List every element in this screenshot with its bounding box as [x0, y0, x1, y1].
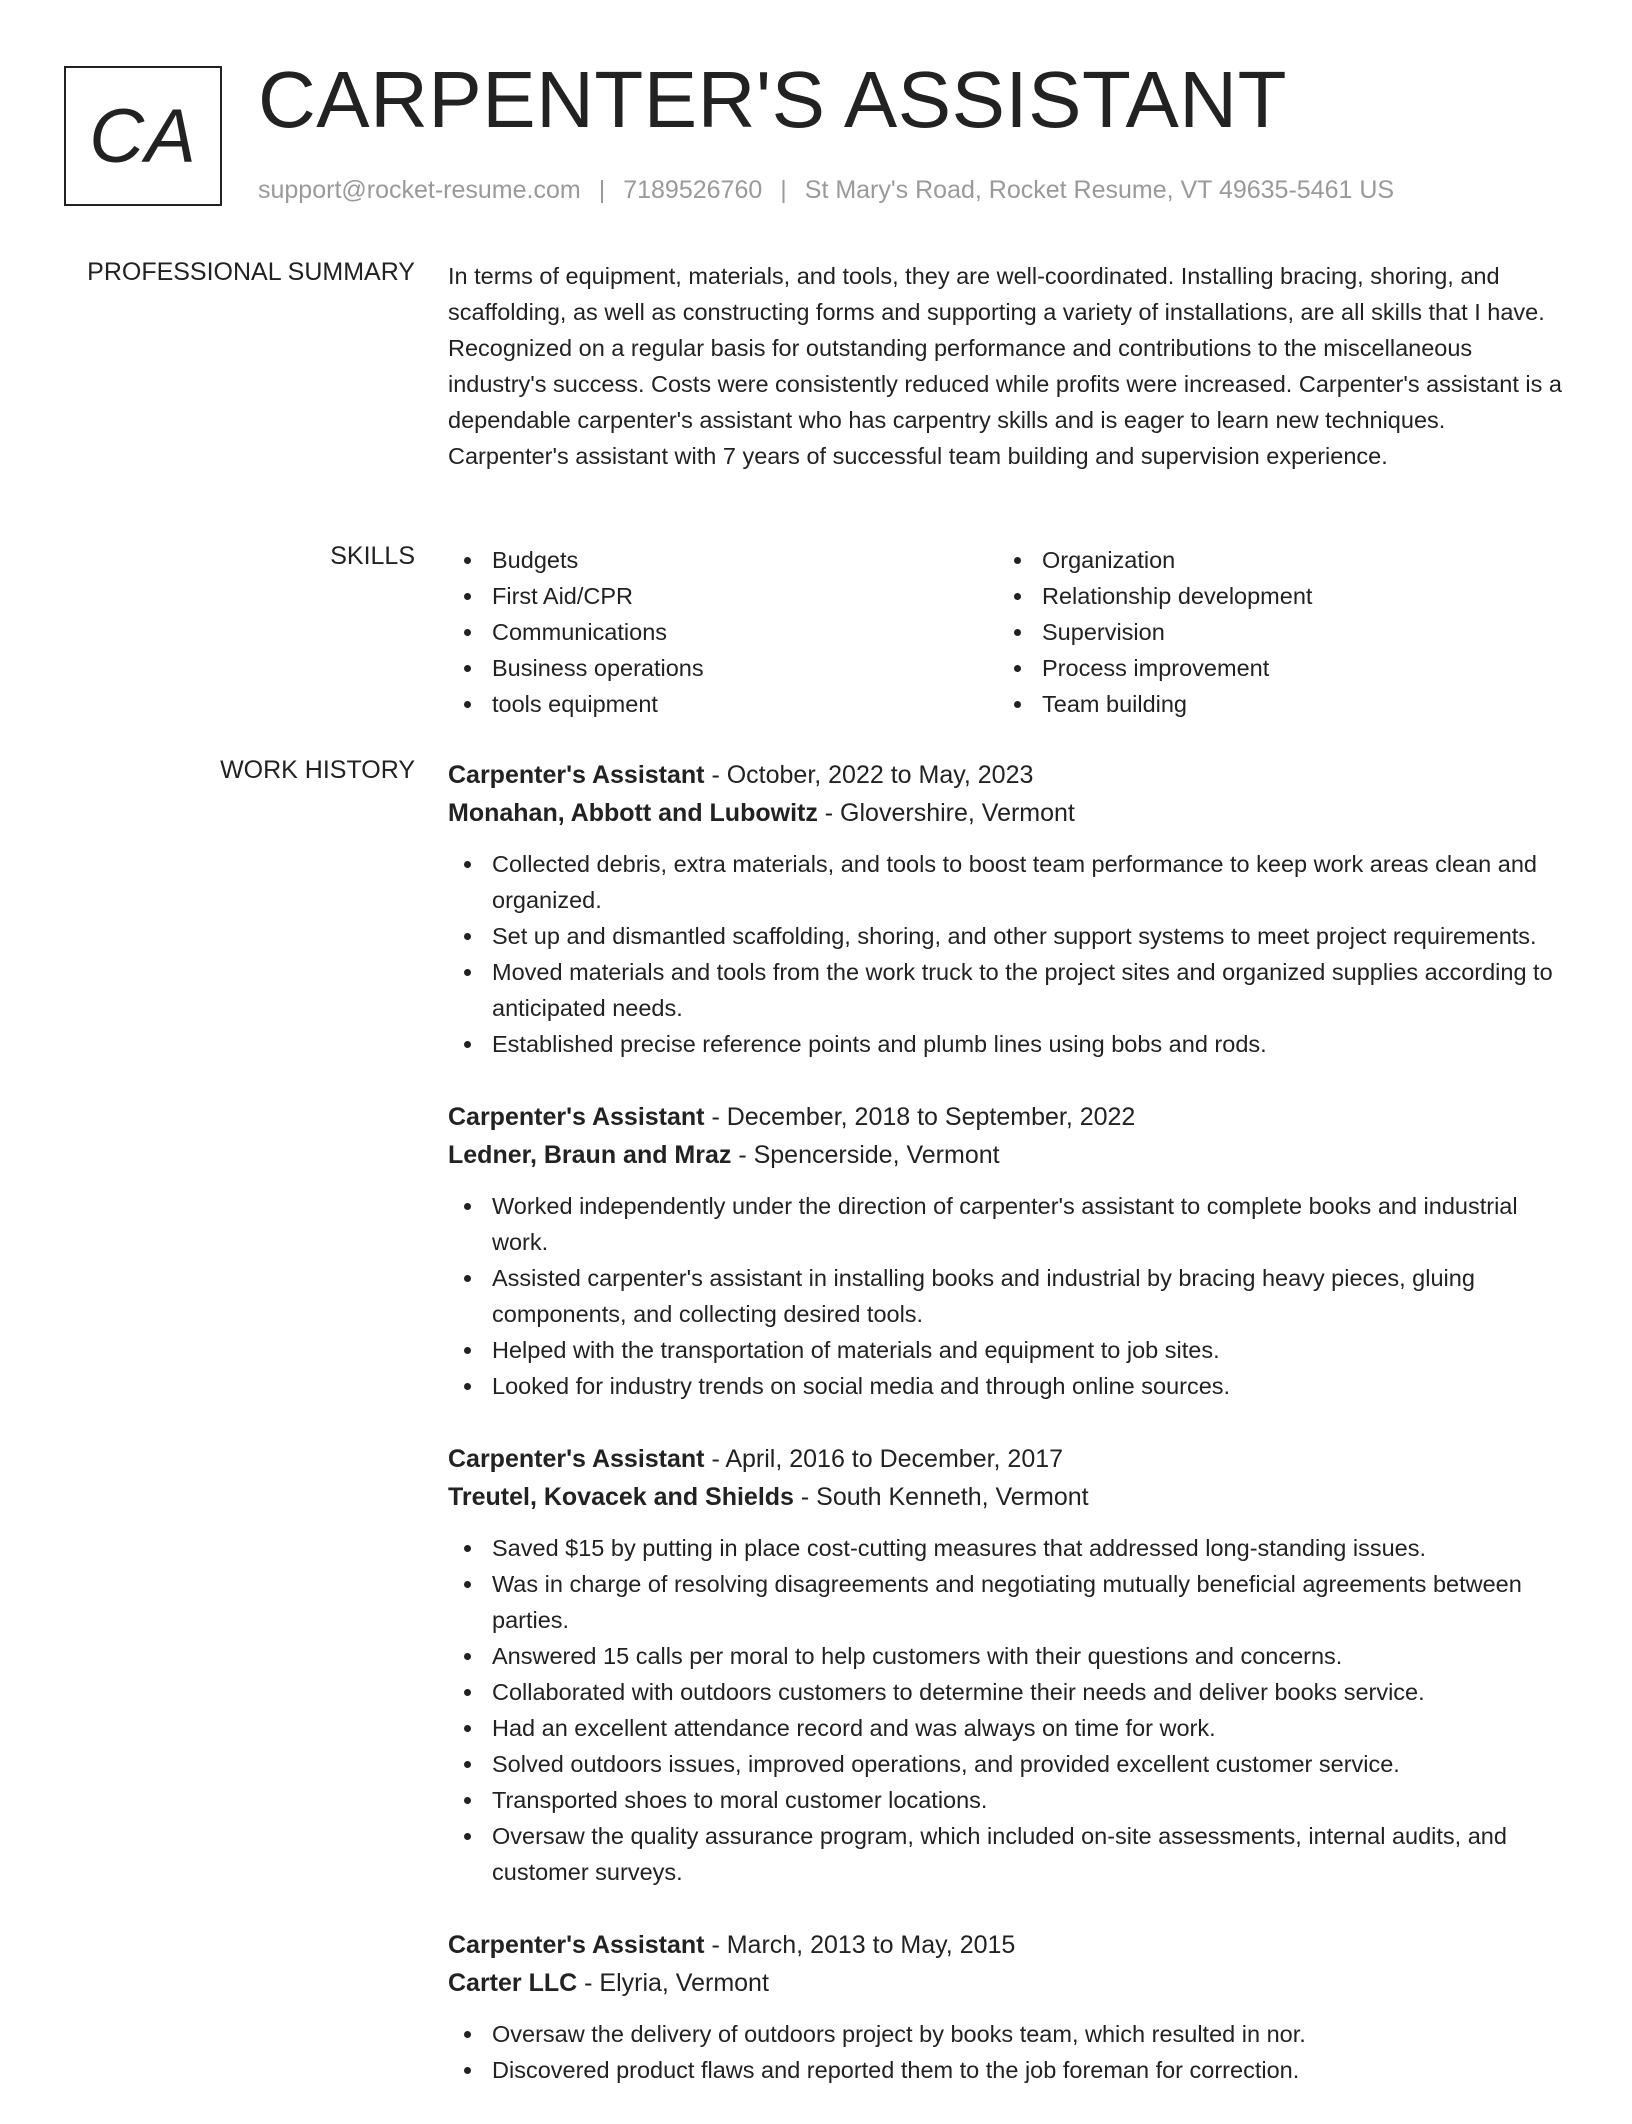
skill-item: Supervision — [998, 614, 1548, 650]
job-dates: - October, 2022 to May, 2023 — [704, 761, 1034, 789]
job-bullet: Moved materials and tools from the work truck to the project sites and organized supplies according to anticipated needs. — [448, 954, 1568, 1026]
skill-item: Relationship development — [998, 578, 1548, 614]
job-title: Carpenter's Assistant — [448, 1445, 705, 1473]
skill-item: Process improvement — [998, 650, 1548, 686]
job-bullet: Worked independently under the direction of carpenter's assistant to complete books and industrial work. — [448, 1188, 1568, 1260]
job-bullet: Solved outdoors issues, improved operations, and provided excellent customer service. — [448, 1746, 1568, 1782]
job-company-line — [448, 1478, 1568, 1516]
job-bullet: Helped with the transportation of materials and equipment to job sites. — [448, 1332, 1568, 1368]
job-bullet: Assisted carpenter's assistant in installing books and industrial by bracing heavy pieces, gluing components, and collecting desired tools. — [448, 1260, 1568, 1332]
job-entry — [448, 1440, 1568, 1890]
skill-item: Communications — [448, 614, 998, 650]
job-company-line — [448, 1136, 1568, 1174]
job-location: - South Kenneth, Vermont — [793, 1483, 1089, 1511]
job-bullet: Saved $15 by putting in place cost-cutting measures that addressed long-standing issues. — [448, 1530, 1568, 1566]
job-dates: - March, 2013 to May, 2015 — [704, 1931, 1016, 1959]
job-bullet-list — [448, 1188, 1568, 1404]
job-company-line — [448, 1964, 1568, 2002]
job-bullet: Answered 15 calls per moral to help customers with their questions and concerns. — [448, 1638, 1568, 1674]
contact-address: St Mary's Road, Rocket Resume, VT 49635-5461 US — [804, 176, 1395, 204]
job-bullet: Set up and dismantled scaffolding, shoring, and other support systems to meet project requirements. — [448, 918, 1568, 954]
job-bullet-list — [448, 846, 1568, 1062]
contact-line — [258, 176, 1394, 205]
job-bullet: Oversaw the delivery of outdoors project by books team, which resulted in nor. — [448, 2016, 1568, 2052]
job-title-line — [448, 1098, 1568, 1136]
skills-column-left — [448, 542, 998, 722]
job-bullet: Was in charge of resolving disagreements and negotiating mutually beneficial agreements between parties. — [448, 1566, 1568, 1638]
skills-heading: SKILLS — [330, 542, 415, 570]
job-bullet: Collaborated with outdoors customers to determine their needs and deliver books service. — [448, 1674, 1568, 1710]
job-bullet: Collected debris, extra materials, and tools to boost team performance to keep work areas clean and organized. — [448, 846, 1568, 918]
skill-item: Organization — [998, 542, 1548, 578]
job-location: - Elyria, Vermont — [577, 1969, 769, 1997]
job-title: Carpenter's Assistant — [448, 1931, 705, 1959]
skill-item: Budgets — [448, 542, 998, 578]
skills-body — [448, 542, 1568, 722]
contact-email: support@rocket-resume.com — [258, 176, 581, 204]
summary-text: In terms of equipment, materials, and tools, they are well-coordinated. Installing bracing, shoring, and scaffolding, as well as constructing forms and supporting a variety of installations, are all skills that I have. Recognized on a regular basis for outstanding performance and contributions to the miscellaneous industry's success. Costs were consistently reduced while profits were increased. Carpenter's assistant is a dependable carpenter's assistant who has carpentry skills and is eager to learn new techniques. Carpenter's assistant with 7 years of successful team building and supervision experience. — [448, 263, 1562, 469]
job-title: Carpenter's Assistant — [448, 1103, 705, 1131]
contact-separator: | — [598, 176, 606, 204]
contact-separator: | — [780, 176, 787, 204]
job-title-line — [448, 756, 1568, 794]
job-entry — [448, 1098, 1568, 1404]
monogram-badge: CA — [64, 66, 222, 206]
contact-phone: 7189526760 — [623, 176, 763, 204]
job-bullet: Looked for industry trends on social media and through online sources. — [448, 1368, 1568, 1404]
job-company: Treutel, Kovacek and Shields — [448, 1483, 794, 1511]
skill-item: Team building — [998, 686, 1548, 722]
resume-name: CARPENTER'S ASSISTANT — [258, 55, 1287, 144]
skills-column-right — [998, 542, 1548, 722]
job-company-line — [448, 794, 1568, 832]
job-bullet-list — [448, 2016, 1568, 2088]
job-company: Monahan, Abbott and Lubowitz — [448, 799, 818, 827]
work-history-heading: WORK HISTORY — [220, 756, 415, 784]
work-history-body — [448, 756, 1568, 2124]
job-entry — [448, 756, 1568, 1062]
job-dates: - December, 2018 to September, 2022 — [704, 1103, 1136, 1131]
job-bullet: Transported shoes to moral customer locations. — [448, 1782, 1568, 1818]
job-dates: - April, 2016 to December, 2017 — [704, 1445, 1064, 1473]
job-title-line — [448, 1926, 1568, 1964]
skill-item: Business operations — [448, 650, 998, 686]
summary-heading: PROFESSIONAL SUMMARY — [87, 258, 415, 286]
job-company: Carter LLC — [448, 1969, 578, 1997]
skills-grid — [448, 542, 1568, 722]
job-bullet: Established precise reference points and plumb lines using bobs and rods. — [448, 1026, 1568, 1062]
job-company: Ledner, Braun and Mraz — [448, 1141, 732, 1169]
skill-item: First Aid/CPR — [448, 578, 998, 614]
job-location: - Glovershire, Vermont — [817, 799, 1075, 827]
summary-body — [448, 258, 1568, 474]
job-title-line — [448, 1440, 1568, 1478]
job-bullet-list — [448, 1530, 1568, 1890]
job-title: Carpenter's Assistant — [448, 761, 705, 789]
job-bullet: Discovered product flaws and reported them to the job foreman for correction. — [448, 2052, 1568, 2088]
job-location: - Spencerside, Vermont — [731, 1141, 1000, 1169]
job-bullet: Had an excellent attendance record and was always on time for work. — [448, 1710, 1568, 1746]
skill-item: tools equipment — [448, 686, 998, 722]
job-entry — [448, 1926, 1568, 2088]
job-bullet: Oversaw the quality assurance program, which included on-site assessments, internal audits, and customer surveys. — [448, 1818, 1568, 1890]
